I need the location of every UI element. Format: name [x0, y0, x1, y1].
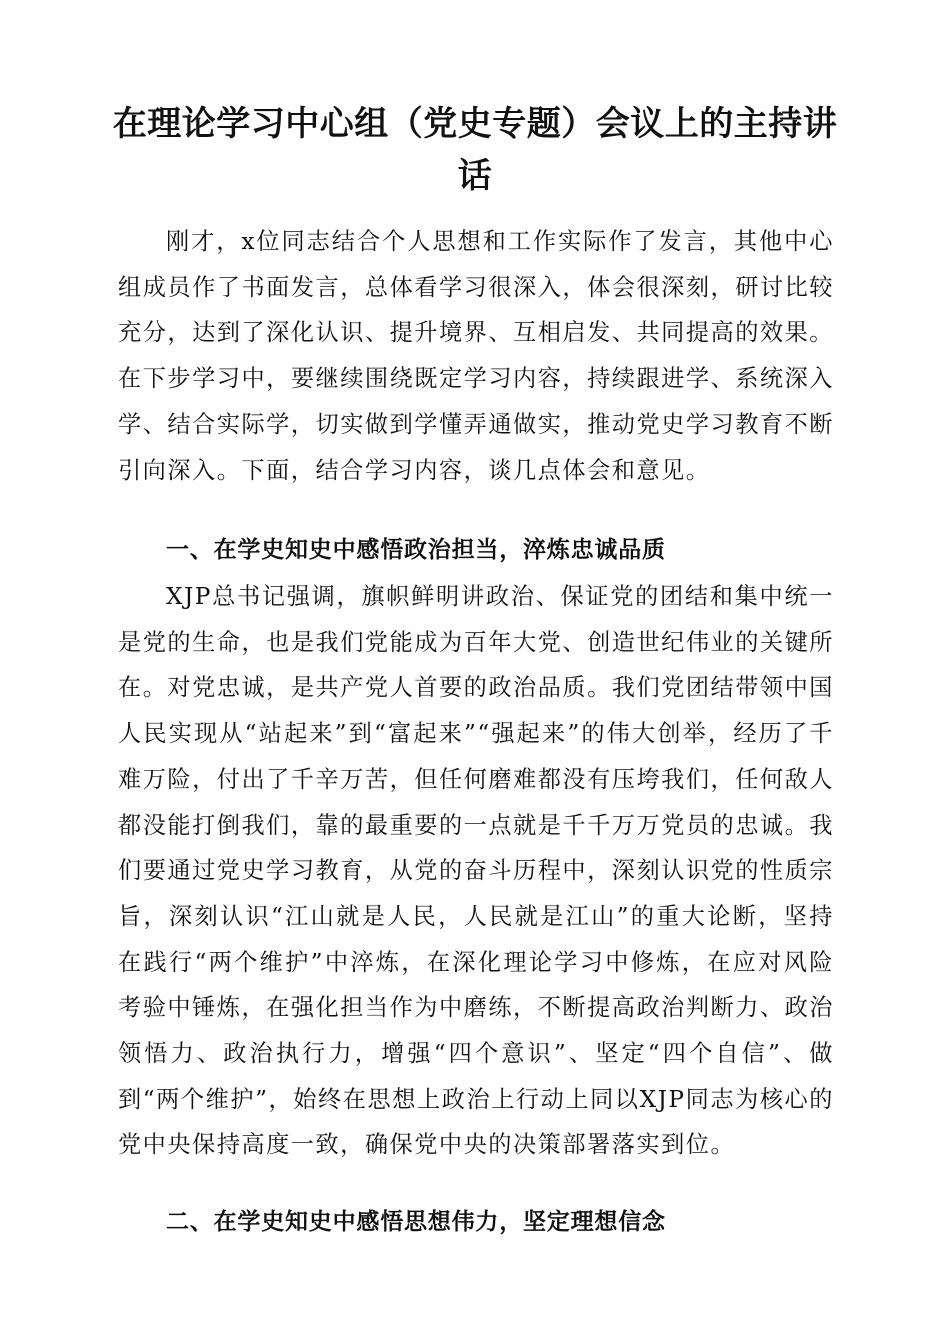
- document-title: 在理论学习中心组（党史专题）会议上的主持讲话: [112, 104, 838, 196]
- section-heading-1: 一、在学史知史中感悟政治担当，淬炼忠诚品质: [166, 537, 666, 563]
- section-1-paragraph: XJP总书记强调，旗帜鲜明讲政治、保证党的团结和集中统一是党的生命，也是我们党能成为百年大党、创造世纪伟业的关键所在。对党忠诚，是共产党人首要的政治品质。我们党团结带领中国人民实现从“站起来”到“富起来”“强起来”的伟大创举，经历了千难万险，付出了千辛万苦，但任何磨难都没有压垮我们，任何敌人都没能打倒我们，靠的最重要的一点就是千千万万党员的忠诚。我们要通过党史学习教育，从党的奋斗历程中，深刻认识党的性质宗旨，深刻认识“江山就是人民，人民就是江山”的重大论断，坚持在践行“两个维护”中淬炼，在深化理论学习中修炼，在应对风险考验中锤炼，在强化担当作为中磨练，不断提高政治判断力、政治领悟力、政治执行力，增强“四个意识”、坚定“四个自信”、做到“两个维护”，始终在思想上政治上行动上同以XJP同志为核心的党中央保持高度一致，确保党中央的决策部署落实到位。: [118, 583, 834, 1159]
- section-heading-2: 二、在学史知史中感悟思想伟力，坚定理想信念: [166, 1209, 666, 1235]
- intro-paragraph: 刚才，x位同志结合个人思想和工作实际作了发言，其他中心组成员作了书面发言，总体看学习很深入，体会很深刻，研讨比较充分，达到了深化认识、提升境界、互相启发、共同提高的效果。在下步学习中，要继续围绕既定学习内容，持续跟进学、系统深入学、结合实际学，切实做到学懂弄通做实，推动党史学习教育不断引向深入。下面，结合学习内容，谈几点体会和意见。: [118, 228, 834, 484]
